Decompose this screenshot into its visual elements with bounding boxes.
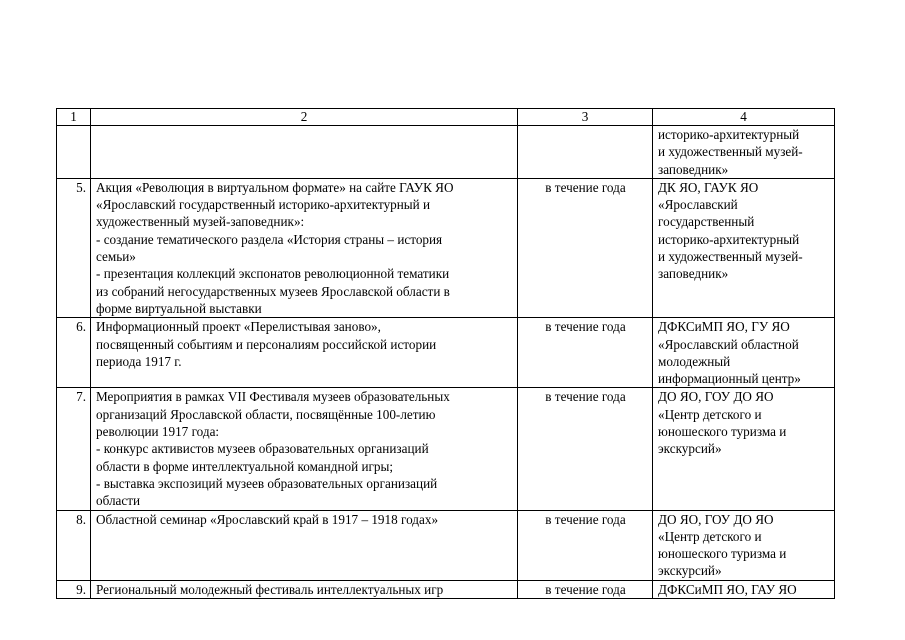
event-line: организаций Ярославской области, посвящённые 100-летию (96, 406, 436, 422)
event-description (91, 580, 518, 598)
organization-line: «Центр детского и (658, 528, 762, 544)
event-period (518, 126, 653, 179)
table-row (57, 510, 835, 580)
event-line: форме виртуальной выставки (96, 300, 262, 316)
event-period: в течение года (518, 580, 653, 598)
event-line: - создание тематического раздела «История страны – история (96, 231, 443, 247)
organization-line: и художественный музей- (658, 249, 803, 265)
organization-line: историко-архитектурный (658, 127, 800, 142)
row-number (57, 126, 91, 179)
event-line: посвященный событиям и персоналиям российской истории (96, 336, 437, 352)
event-line: «Ярославский государственный историко-архитектурный и (96, 197, 431, 213)
organization-line: юношеского туризма и (658, 424, 787, 440)
event-line: области (96, 493, 141, 509)
organization-line: ДФКСиМП ЯО, ГАУ ЯО (658, 581, 797, 597)
event-line: революции 1917 года: (96, 424, 220, 440)
responsible-organizations (653, 318, 835, 388)
organization-line: заповедник» (658, 161, 729, 177)
event-line: художественный музей-заповедник»: (96, 214, 305, 230)
event-description (91, 126, 518, 179)
event-description (91, 510, 518, 580)
event-line: семьи» (96, 249, 136, 265)
row-number: 9. (57, 580, 91, 598)
responsible-organizations (653, 580, 835, 598)
organization-line: историко-архитектурный (658, 231, 800, 247)
organization-line: ДО ЯО, ГОУ ДО ЯО (658, 511, 774, 527)
event-period: в течение года (518, 318, 653, 388)
column-number-1: 1 (57, 109, 91, 126)
event-line: периода 1917 г. (96, 353, 182, 369)
event-period: в течение года (518, 178, 653, 317)
organization-line: ДФКСиМП ЯО, ГУ ЯО (658, 319, 790, 335)
column-number-2: 2 (91, 109, 518, 126)
event-period: в течение года (518, 510, 653, 580)
event-line: - презентация коллекций экспонатов революционной тематики (96, 266, 450, 282)
event-line: Областной семинар «Ярославский край в 1917 – 1918 годах» (96, 511, 439, 527)
event-line: из собраний негосударственных музеев Ярославской области в (96, 283, 450, 299)
organization-line: государственный (658, 214, 755, 230)
organization-line: заповедник» (658, 266, 729, 282)
table-row (57, 126, 835, 179)
event-description (91, 318, 518, 388)
organization-line: «Ярославский областной (658, 336, 799, 352)
table-row (57, 178, 835, 317)
row-number: 7. (57, 388, 91, 510)
event-line: Мероприятия в рамках VII Фестиваля музеев образовательных (96, 389, 450, 405)
event-line: Информационный проект «Перелистывая заново», (96, 319, 381, 335)
table-row (57, 580, 835, 598)
organization-line: «Центр детского и (658, 406, 762, 422)
organization-line: «Ярославский (658, 197, 738, 213)
responsible-organizations (653, 126, 835, 179)
event-description (91, 388, 518, 510)
table-row (57, 318, 835, 388)
organization-line: экскурсий» (658, 441, 722, 457)
responsible-organizations (653, 178, 835, 317)
column-number-4: 4 (653, 109, 835, 126)
row-number: 5. (57, 178, 91, 317)
organization-line: юношеского туризма и (658, 546, 787, 562)
column-number-row (57, 109, 835, 126)
event-line: Региональный молодежный фестиваль интеллектуальных игр (96, 581, 444, 597)
responsible-organizations (653, 388, 835, 510)
event-line: - выставка экспозиций музеев образовательных организаций (96, 475, 438, 491)
organization-line: и художественный музей- (658, 144, 803, 160)
table-row (57, 388, 835, 510)
event-line: - конкурс активистов музеев образовательных организаций (96, 441, 429, 457)
row-number: 8. (57, 510, 91, 580)
organization-line: экскурсий» (658, 563, 722, 579)
event-line: области в форме интеллектуальной командной игры; (96, 458, 394, 474)
organization-line: молодежный (658, 353, 731, 369)
event-line: Акция «Революция в виртуальном формате» на сайте ГАУК ЯО (96, 179, 454, 195)
organization-line: информационный центр» (658, 371, 801, 387)
organization-line: ДО ЯО, ГОУ ДО ЯО (658, 389, 774, 405)
events-table (56, 108, 835, 599)
row-number: 6. (57, 318, 91, 388)
event-description (91, 178, 518, 317)
column-number-3: 3 (518, 109, 653, 126)
responsible-organizations (653, 510, 835, 580)
organization-line: ДК ЯО, ГАУК ЯО (658, 179, 759, 195)
event-period: в течение года (518, 388, 653, 510)
